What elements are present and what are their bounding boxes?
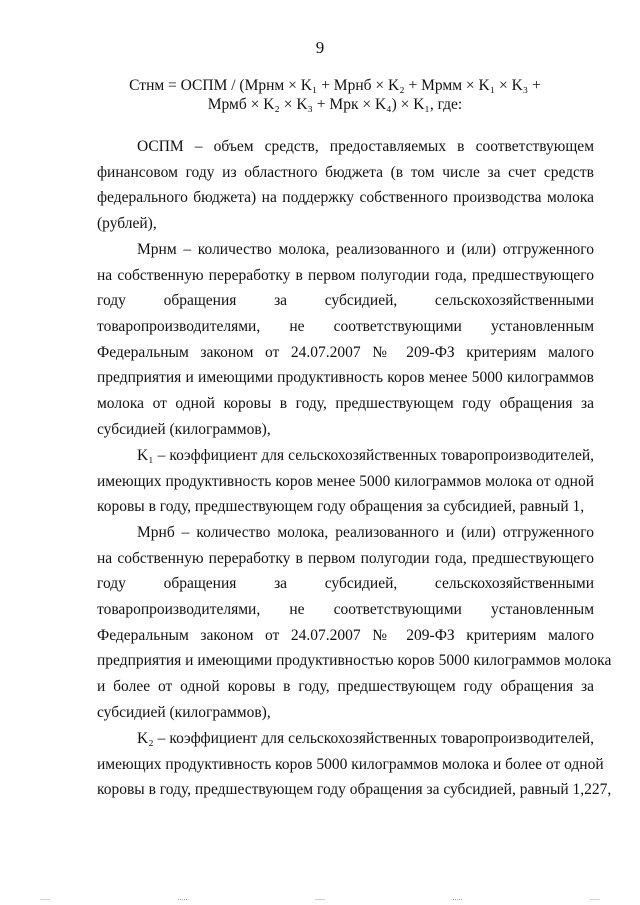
text-line: K₁ – коэффициент для сельскохозяйственных товаропроизводителей, — [137, 447, 594, 464]
text-line: Федеральным законом от 24.07.2007 № 209-ФЗ критериям малого — [97, 343, 594, 361]
text-line: федерального бюджета) на поддержку собственного производства молока — [97, 189, 594, 207]
text-line: на собственную переработку в первом полугодии года, предшествующего — [97, 266, 594, 284]
text-line: ОСПМ – объем средств, предоставляемых в соответствующем — [137, 138, 594, 155]
text-line: коровы в году, предшествующем году обращения за субсидией, равный 1,227, — [97, 781, 612, 799]
scan-artifact: ..... — [177, 893, 188, 902]
text-line: году обращения за субсидией, сельскохозяйственными — [97, 292, 594, 310]
text-line: имеющих продуктивность коров менее 5000 килограммов молока от одной — [97, 472, 594, 490]
text-line: товаропроизводителями, не соответствующими установленным — [97, 601, 594, 619]
formula-line-2: Мрмб × K₂ × K₃ + Мрк × K₄) × K₁, где: — [207, 96, 463, 113]
formula-line-1: Стнм = ОСПМ / (Мрнм × K₁ + Мрнб × K₂ + Мрмм × K₁ × K₃ + — [129, 77, 541, 94]
scan-artifact: ..... — [315, 893, 325, 902]
text-line: Федеральным законом от 24.07.2007 № 209-ФЗ критериям малого — [97, 626, 594, 644]
scan-artifacts — [40, 893, 600, 902]
paragraph-mrnb — [97, 520, 612, 726]
text-line: финансовом году из областного бюджета (в том числе за счет средств — [97, 163, 594, 181]
text-line: субсидией (килограммов), — [97, 703, 271, 721]
text-line: (рублей), — [97, 215, 157, 233]
text-line: субсидией (килограммов), — [97, 420, 271, 438]
text-line: и более от одной коровы в году, предшествующем году обращения за — [97, 678, 594, 696]
scan-artifact: ..... — [452, 893, 463, 902]
text-line: предприятия и имеющими продуктивность коров менее 5000 килограммов — [97, 369, 594, 387]
text-line: Мрнм – количество молока, реализованного и (или) отгруженного — [137, 241, 594, 258]
text-line: коровы в году, предшествующем году обращения за субсидией, равный 1, — [97, 498, 585, 516]
text-line: предприятия и имеющими продуктивностью коров 5000 килограммов молока — [97, 652, 612, 670]
text-line: году обращения за субсидией, сельскохозяйственными — [97, 575, 594, 593]
text-line: молока от одной коровы в году, предшествующем году обращения за — [97, 395, 594, 413]
text-line: товаропроизводителями, не соответствующими установленным — [97, 318, 594, 336]
paragraph-k1 — [97, 443, 594, 520]
page-number: 9 — [315, 38, 325, 57]
text-line: K₂ – коэффициент для сельскохозяйственных товаропроизводителей, — [137, 730, 594, 747]
paragraph-ospm — [97, 134, 594, 237]
text-line: Мрнб – количество молока, реализованного и (или) отгруженного — [137, 524, 594, 541]
paragraph-k2 — [97, 726, 612, 803]
paragraph-mrnm — [97, 237, 594, 443]
text-line: на собственную переработку в первом полугодии года, предшествующего — [97, 549, 594, 567]
text-line: имеющих продуктивность коров 5000 килограммов молока и более от одной — [97, 755, 604, 773]
scan-artifact: ..... — [40, 893, 50, 902]
scan-artifact: ..... — [590, 893, 600, 902]
